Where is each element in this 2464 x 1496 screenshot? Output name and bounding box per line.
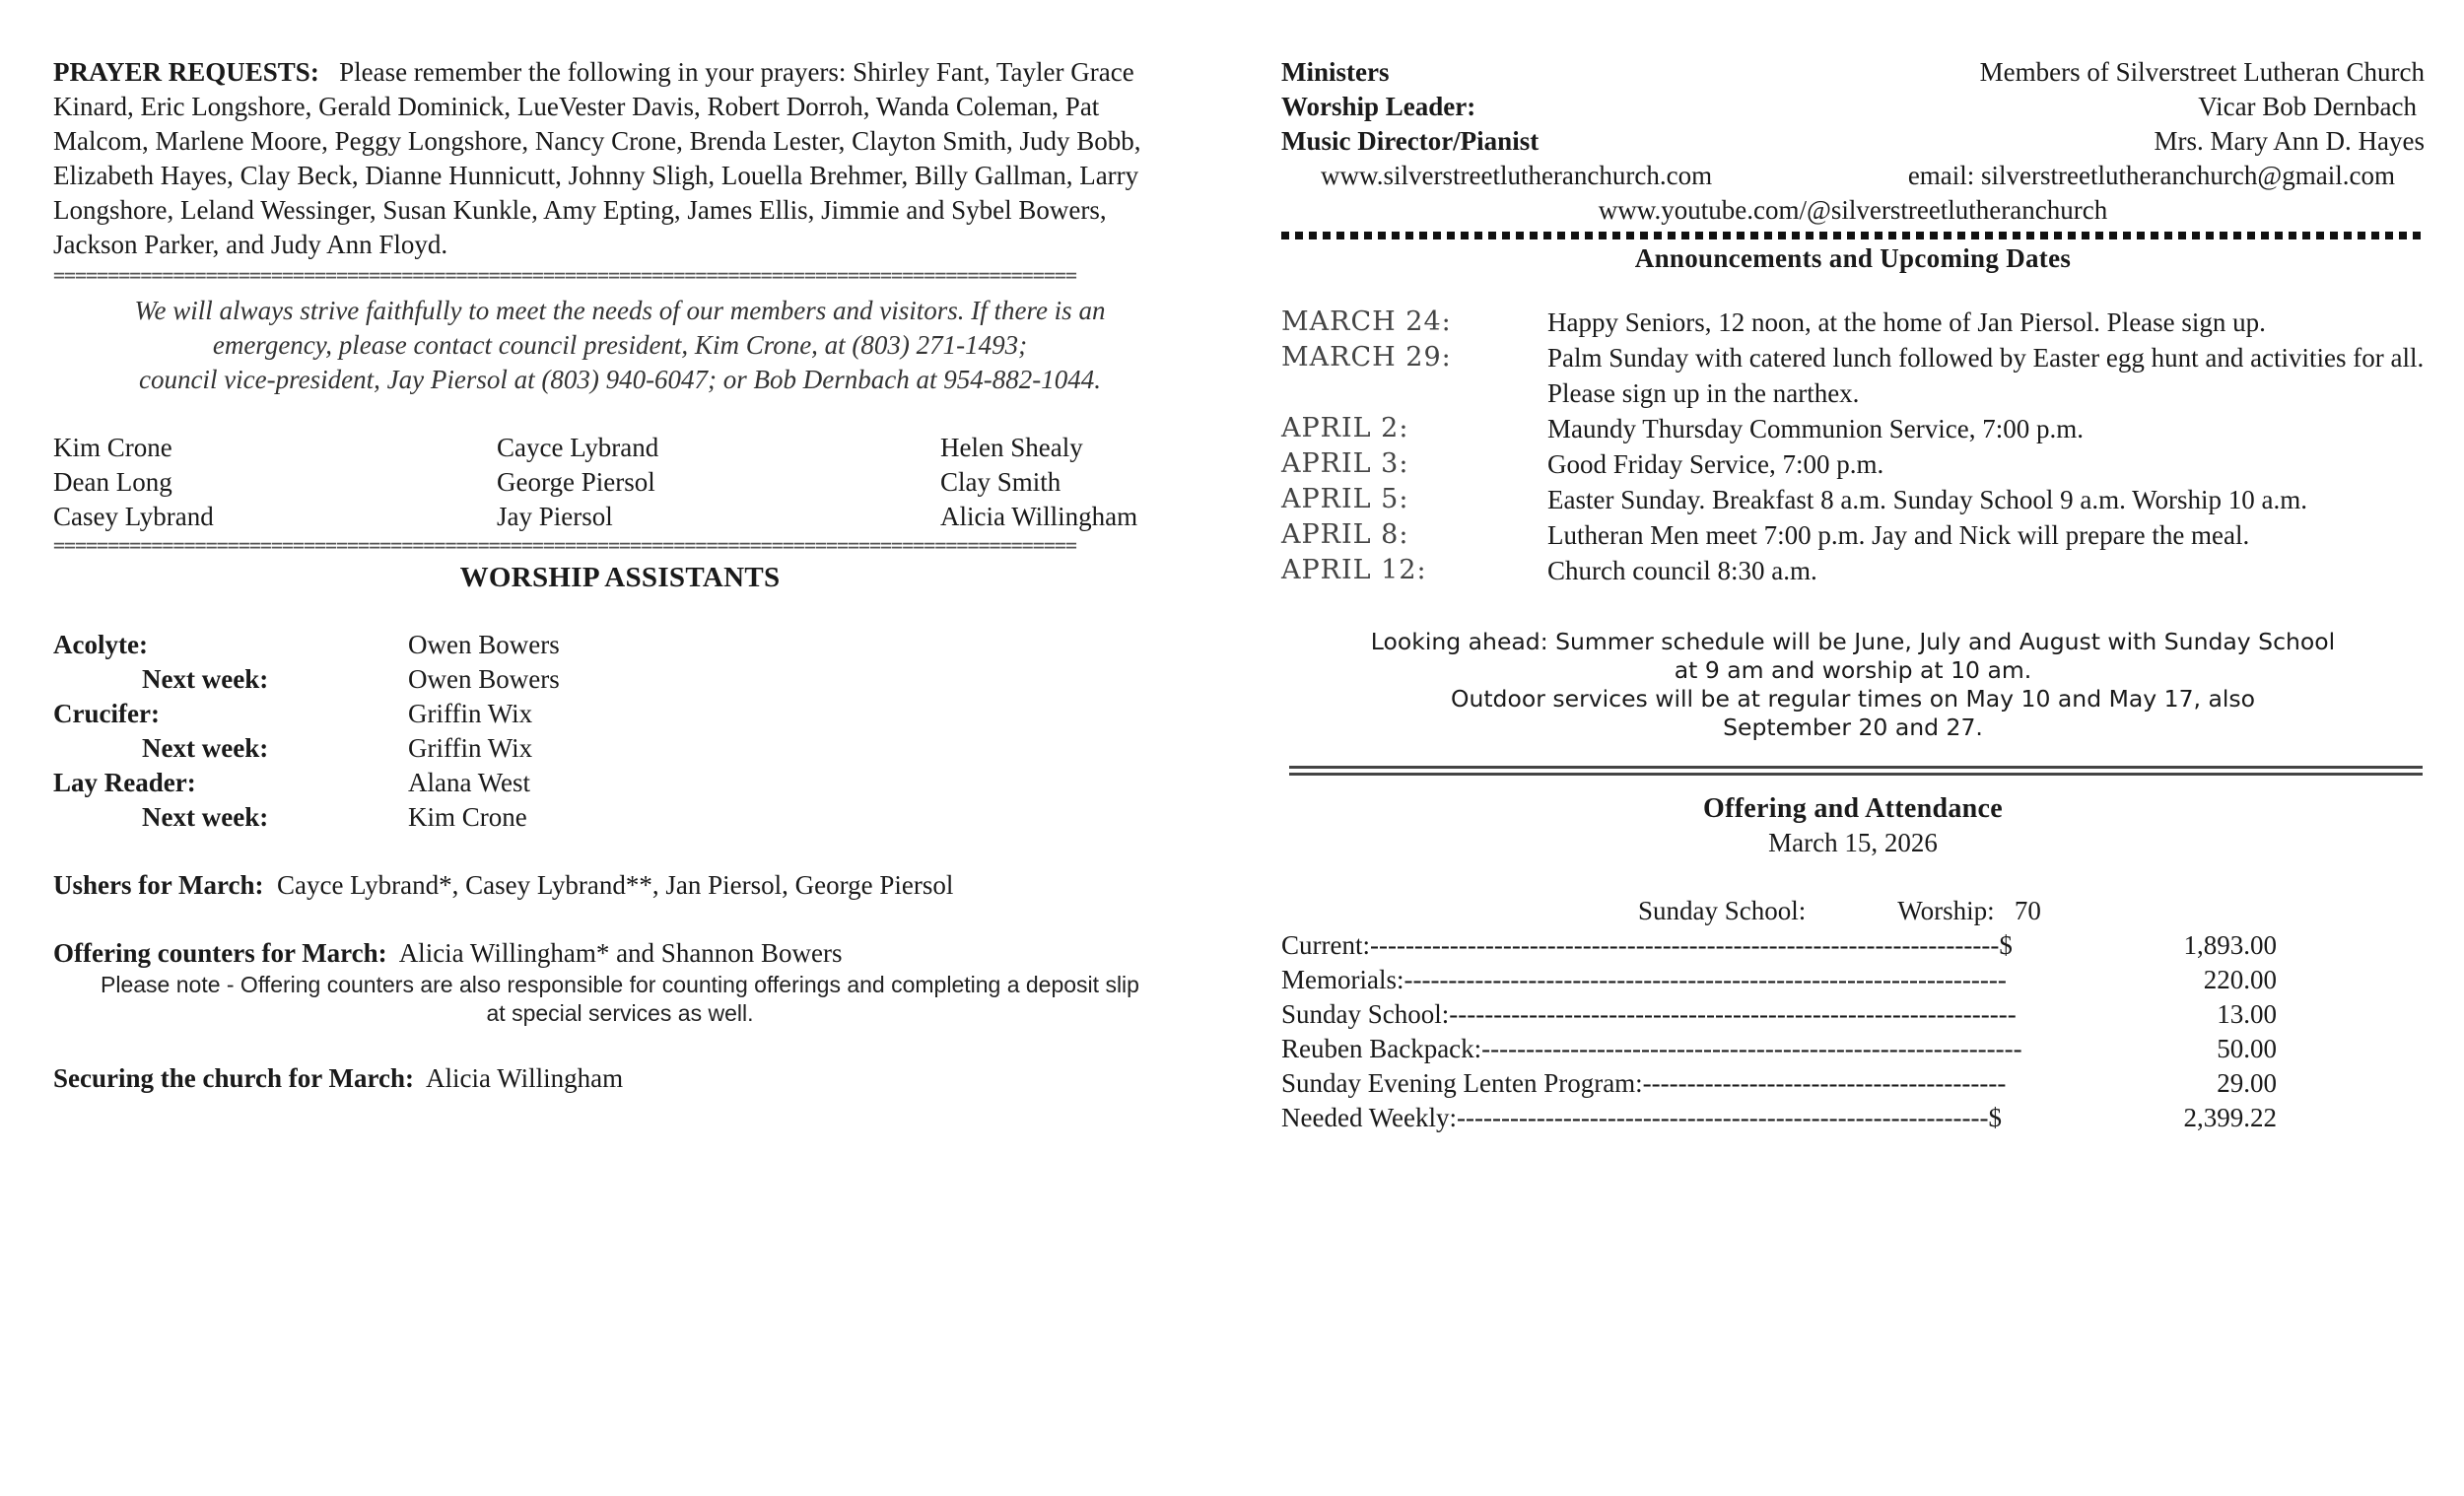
divider: ============================================================================================== (53, 268, 1076, 284)
council-list (53, 431, 1187, 534)
announcement-item (1281, 411, 2425, 446)
council-member: Kim Crone (53, 433, 172, 462)
right-column (1281, 55, 2425, 1135)
offering-date: March 15, 2026 (1768, 828, 1938, 857)
ahead-line: September 20 and 27. (1723, 714, 1983, 741)
council-member: Helen Shealy (940, 433, 1083, 462)
assistant-name: Owen Bowers (408, 630, 560, 659)
mission-line: We will always strive faithfully to meet the needs of our members and visitors. If there is an (134, 296, 1106, 325)
announcement-text: Lutheran Men meet 7:00 p.m. Jay and Nick will prepare the meal. (1547, 520, 2250, 550)
ushers-names: Cayce Lybrand*, Casey Lybrand**, Jan Piersol, George Piersol (276, 870, 954, 900)
ahead-line: Looking ahead: Summer schedule will be June, July and August with Sunday School (1370, 628, 2336, 655)
council-member: Casey Lybrand (53, 502, 214, 531)
announcement-text: Easter Sunday. Breakfast 8 a.m. Sunday School 9 a.m. Worship 10 a.m. (1547, 485, 2307, 514)
worship-label: Worship: (1897, 896, 1995, 925)
role: Next week: (142, 664, 269, 694)
youtube-link[interactable]: www.youtube.com/@silverstreetlutheranchurch (1598, 195, 2108, 225)
note-line: Please note - Offering counters are also responsible for counting offerings and completing a deposit slip (101, 972, 1139, 997)
offering-row (1281, 928, 2425, 963)
council-member: Jay Piersol (497, 502, 613, 531)
worship-assistants-title: WORSHIP ASSISTANTS (459, 562, 781, 593)
dotted-divider (1281, 232, 2425, 239)
role: Next week: (142, 733, 269, 763)
counters-label: Offering counters for March: (53, 938, 387, 968)
announcement-text: Good Friday Service, 7:00 p.m. (1547, 449, 1884, 479)
announcement-date: APRIL 3: (1281, 448, 1409, 479)
announcement-date: APRIL 8: (1281, 519, 1409, 550)
worship-count: 70 (2014, 896, 2041, 925)
announcement-date: MARCH 29: (1281, 342, 1452, 373)
ushers-label: Ushers for March: (53, 870, 264, 900)
worship-assistants-list (53, 628, 1187, 835)
contact-row (1281, 159, 2425, 193)
attendance-row (1281, 894, 2425, 928)
ahead-line: Outdoor services will be at regular times on May 10 and May 17, also (1450, 685, 2256, 713)
offering-row (1281, 1066, 2425, 1101)
announcement-text: Maundy Thursday Communion Service, 7:00 p.m. (1547, 414, 2084, 443)
announcement-item (1281, 446, 2425, 482)
double-divider (1289, 766, 2423, 776)
website-link[interactable]: www.silverstreetlutheranchurch.com (1321, 161, 1713, 190)
announcement-item (1281, 305, 2425, 340)
announcement-item (1281, 340, 2425, 411)
prayer-requests (53, 55, 1187, 262)
offering-title: Offering and Attendance (1702, 793, 2003, 824)
offering-row (1281, 1032, 2425, 1066)
ministers-value: Members of Silverstreet Lutheran Church (1979, 57, 2425, 87)
assistant-name: Griffin Wix (408, 699, 533, 728)
offering-amount: 220.00 (2203, 965, 2277, 994)
mission-line: council vice-president, Jay Piersol at (803) 940-6047; or Bob Dernbach at 954-882-1044. (138, 365, 1102, 394)
offering-label: Reuben Backpack:------------------------------------------------------------- (1281, 1034, 2022, 1063)
announcement-item (1281, 517, 2425, 553)
role: Lay Reader: (53, 768, 196, 797)
offering-label: Current:-----------------------------------------------------------------------$ (1281, 930, 2013, 960)
note-line: at special services as well. (486, 1000, 754, 1026)
staff-leader (1281, 90, 2425, 124)
counters-note (53, 971, 1187, 1028)
offering-amount: 2,399.22 (2183, 1103, 2277, 1132)
prayer-label: PRAYER REQUESTS: (53, 57, 319, 87)
council-member: Clay Smith (940, 467, 1061, 497)
role: Acolyte: (53, 630, 148, 659)
prayer-text: Please remember the following in your prayers: Shirley Fant, Tayler Grace Kinard, Eric Longshore, Gerald Dominick, LueVester Davis, Robert Dorroh, Wanda Coleman, Pat Malcom, Marlene Moore, Peggy Longshore, Nancy Crone, Brenda Lester, Clayton Smith, Judy Bobb, Elizabeth Hayes, Clay Beck, Dianne Hunnicutt, Johnny Sligh, Louella Brehmer, Billy Gallman, Larry Longshore, Leland Wessinger, Susan Kunkle, Amy Epting, James Ellis, Jimmie and Sybel Bowers, Jackson Parker, and Judy Ann Floyd. (53, 57, 1141, 259)
music-value: Mrs. Mary Ann D. Hayes (2154, 126, 2425, 156)
securing-church (53, 1061, 1187, 1096)
left-column (53, 55, 1187, 1096)
council-member: Dean Long (53, 467, 172, 497)
council-member: Alicia Willingham (940, 502, 1138, 531)
announcement-item (1281, 482, 2425, 517)
offering-amount: 1,893.00 (2183, 930, 2277, 960)
announcement-date: APRIL 5: (1281, 484, 1409, 514)
offering-amount: 50.00 (2217, 1034, 2277, 1063)
offering-label: Sunday Evening Lenten Program:----------------------------------------- (1281, 1068, 2007, 1098)
offering-row (1281, 1101, 2425, 1135)
council-member: George Piersol (497, 467, 655, 497)
announcement-text: Palm Sunday with catered lunch followed by Easter egg hunt and activities for all. Please sign up in the narthex. (1547, 343, 2425, 408)
email-link[interactable]: email: silverstreetlutheranchurch@gmail.com (1907, 161, 2395, 190)
announcement-text: Church council 8:30 a.m. (1547, 556, 1817, 585)
mission-statement (53, 294, 1187, 397)
announcement-text: Happy Seniors, 12 noon, at the home of Jan Piersol. Please sign up. (1547, 307, 2266, 337)
announcement-date: APRIL 12: (1281, 555, 1427, 585)
ahead-line: at 9 am and worship at 10 am. (1674, 656, 2032, 684)
divider: ============================================================================================== (53, 538, 1076, 554)
staff-ministers (1281, 55, 2425, 90)
ss-label: Sunday School: (1638, 896, 1807, 925)
assistant-name: Alana West (408, 768, 531, 797)
ushers (53, 868, 1187, 903)
leader-value: Vicar Bob Dernbach (2198, 92, 2417, 121)
music-label: Music Director/Pianist (1281, 126, 1540, 156)
offering-row (1281, 963, 2425, 997)
looking-ahead (1281, 628, 2425, 742)
announcement-date: APRIL 2: (1281, 413, 1409, 443)
assistant-name: Griffin Wix (408, 733, 533, 763)
offering-counters (53, 936, 1187, 971)
role: Crucifer: (53, 699, 160, 728)
counters-names: Alicia Willingham* and Shannon Bowers (398, 938, 843, 968)
ministers-label: Ministers (1281, 57, 1390, 87)
announcement-date: MARCH 24: (1281, 306, 1452, 337)
mission-line: emergency, please contact council president, Kim Crone, at (803) 271-1493; (212, 330, 1028, 360)
assistant-name: Owen Bowers (408, 664, 560, 694)
offering-label: Sunday School:---------------------------------------------------------------- (1281, 999, 2017, 1029)
securing-label: Securing the church for March: (53, 1063, 414, 1093)
announcement-item (1281, 553, 2425, 588)
offering-label: Needed Weekly:------------------------------------------------------------$ (1281, 1103, 2002, 1132)
announcements-list (1281, 305, 2425, 588)
leader-label: Worship Leader: (1281, 92, 1476, 121)
assistant-name: Kim Crone (408, 802, 527, 832)
offering-label: Memorials:-------------------------------------------------------------------- (1281, 965, 2007, 994)
offering-amount: 13.00 (2217, 999, 2277, 1029)
offering-table (1281, 928, 2425, 1135)
offering-row (1281, 997, 2425, 1032)
announcements-title: Announcements and Upcoming Dates (1634, 243, 2072, 273)
role: Next week: (142, 802, 269, 832)
council-member: Cayce Lybrand (497, 433, 659, 462)
staff-music (1281, 124, 2425, 159)
offering-amount: 29.00 (2217, 1068, 2277, 1098)
securing-name: Alicia Willingham (425, 1063, 624, 1093)
